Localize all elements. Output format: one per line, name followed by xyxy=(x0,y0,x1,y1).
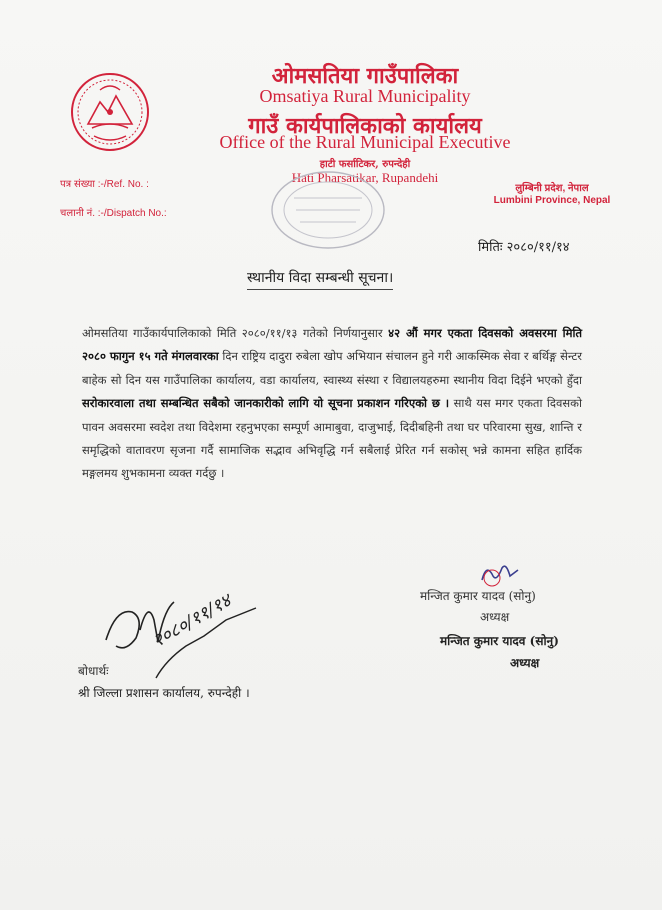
dispatch-number-label: चलानी नं. :-/Dispatch No.: xyxy=(60,208,167,219)
signatory-stamp-title: अध्यक्ष xyxy=(510,656,540,670)
handwritten-date: २०८०/११/१४ xyxy=(149,590,235,652)
initial-signature xyxy=(476,560,522,590)
body-text-1: ओमसतिया गाउँकार्यपालिकाको मिति २०८०/११/१३ गतेको निर्णयानुसार xyxy=(82,326,389,340)
body-bold-1: ४२ औं मगर एकता दिवसको अवसरमा मिति २०८० फागुन १५ गते मंगलवारका xyxy=(82,326,583,364)
letter-date: मितिः २०८०/११/१४ xyxy=(478,240,570,255)
province-english: Lumbini Province, Nepal xyxy=(493,195,611,206)
office-stamp xyxy=(268,168,388,252)
body-text-2: दिन राष्ट्रिय दादुरा रुबेला खोप अभियान संचालन हुने गरी आकस्मिक सेवा र बर्थिङ्ग सेन्टर बाहेक सो दिन यस गाउँपालिका कार्यालय, वडा कार्यालय, स्वास्थ्य संस्था र विद्यालयहरुमा स्थानीय विदा दिईने भएको हुँदा xyxy=(82,349,582,387)
address-english: Hati Pharsatikar, Rupandehi xyxy=(291,170,439,185)
body-text-3: साथै यस मगर एकता दिवसको पावन अवसरमा स्वदेश तथा विदेशमा रहनुभएका सम्पूर्ण आमाबुवा, दाजुभाई, दिदीबहिनी तथा घर परिवारमा सुख, शान्ति र समृद्धिको वातावरण सृजना गर्दै सामाजिक सद्भाव अभिवृद्धि गर्न सबैलाई प्रेरित गर्न सकोस् भन्ने कामना सहित हार्दिक मङ्गलमय शुभकामना व्यक्त गर्दछु । xyxy=(82,396,582,481)
municipality-name-nepali: ओमसतिया गाउँपालिका xyxy=(271,63,459,89)
signatory-name: मन्जित कुमार यादव (सोनु) xyxy=(420,589,536,603)
letter-body xyxy=(82,322,582,486)
letter-subject: स्थानीय विदा सम्बन्धी सूचना। xyxy=(247,268,393,290)
province-nepali: लुम्बिनी प्रदेश, नेपाल xyxy=(515,183,589,194)
signatory-title: अध्यक्ष xyxy=(480,610,510,624)
body-bold-2: सरोकारवाला तथा सम्बन्धित सबैको जानकारीको लागि यो सूचना प्रकाशन गरिएको छ । xyxy=(82,396,450,411)
ref-number-label: पत्र संख्या :-/Ref. No. : xyxy=(60,179,149,190)
cc-recipient: श्री जिल्ला प्रशासन कार्यालय, रुपन्देही । xyxy=(78,686,250,700)
municipality-name-english: Omsatiya Rural Municipality xyxy=(259,86,471,106)
office-name-nepali: गाउँ कार्यपालिकाको कार्यालय xyxy=(248,113,482,139)
office-name-english: Office of the Rural Municipal Executive xyxy=(219,132,511,152)
address-nepali: हाटी फर्साटिकर, रुपन्देही xyxy=(319,159,411,170)
signatory-stamp-name: मन्जित कुमार यादव (सोनु) xyxy=(440,634,559,648)
cc-label: बोधार्थः xyxy=(78,664,109,678)
nepal-emblem-logo xyxy=(70,72,150,152)
